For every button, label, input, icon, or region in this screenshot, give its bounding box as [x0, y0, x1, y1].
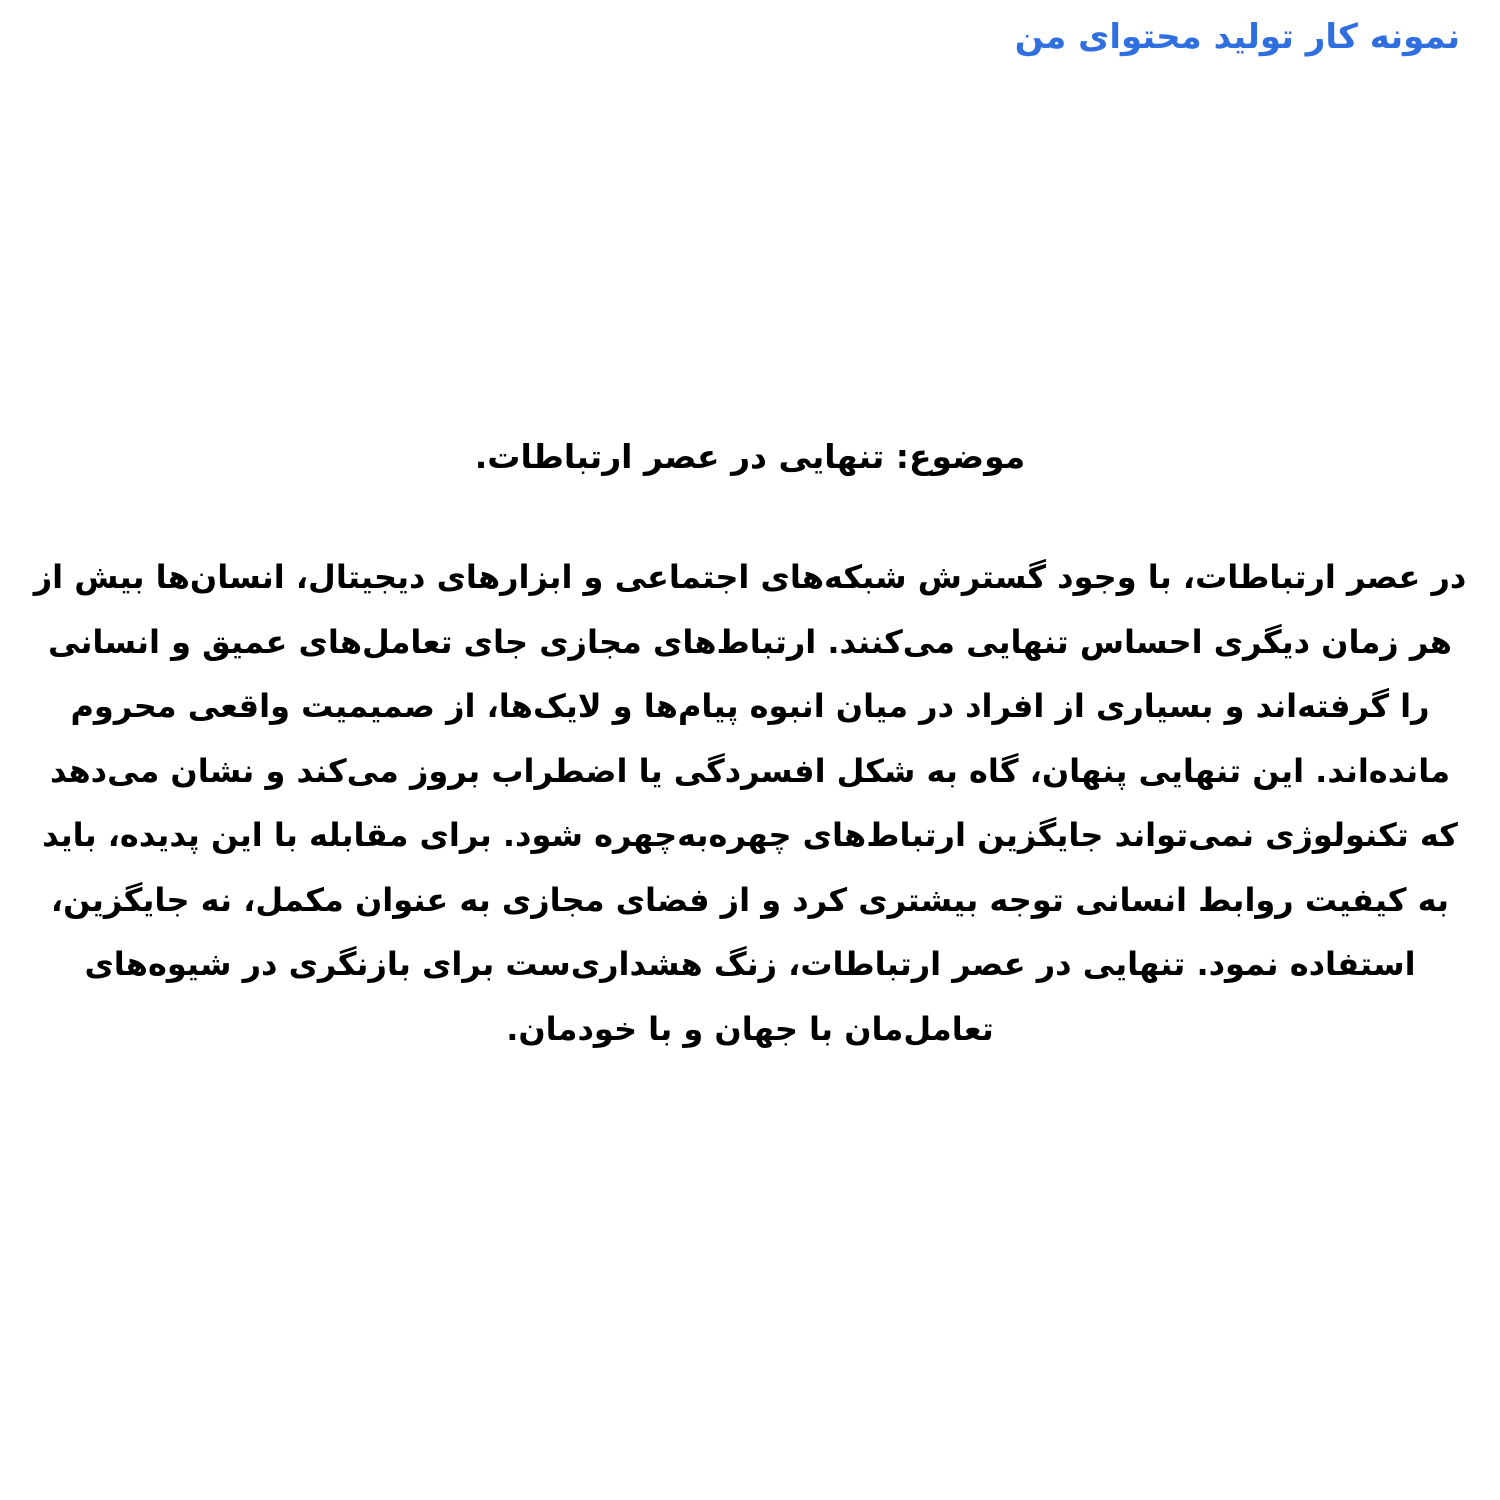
article — [30, 425, 1470, 1061]
article-subject: موضوع: تنهایی در عصر ارتباطات. — [474, 437, 1026, 476]
header-title: نمونه کار تولید محتوای من — [1014, 17, 1460, 57]
article-body: در عصر ارتباطات، با وجود گسترش شبکه‌های اجتماعی و ابزارهای دیجیتال، انسان‌ها بیش از هر زمان دیگری احساس تنهایی می‌کنند. ارتباط‌های مجازی جای تعامل‌های عمیق و انسانی را گرفته‌اند و بسیاری از افراد در میان انبوه پیام‌ها و لایک‌ها، از صمیمیت واقعی محروم مانده‌اند. این تنهایی پنهان، گاه به شکل افسردگی یا اضطراب بروز می‌کند و نشان می‌دهد که تکنولوژی نمی‌تواند جایگزین ارتباط‌های چهره‌به‌چهره شود. برای مقابله با این پدیده، باید به کیفیت روابط انسانی توجه بیشتری کرد و از فضای مجازی به عنوان مکمل، نه جایگزین، استفاده نمود. تنهایی در عصر ارتباطات، زنگ هشداری‌ست برای بازنگری در شیوه‌های تعامل‌مان با جهان و با خودمان. — [33, 558, 1467, 1048]
